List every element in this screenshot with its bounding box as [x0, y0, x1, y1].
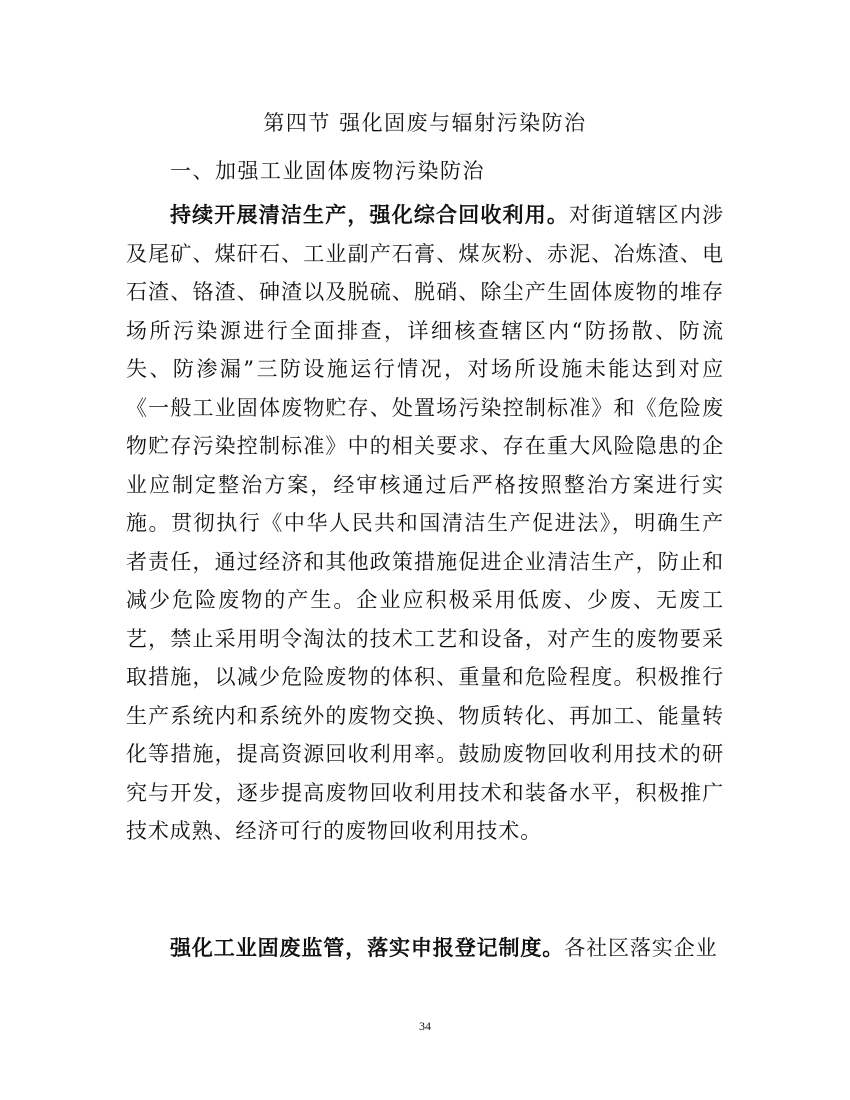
paragraph	[126, 196, 724, 851]
paragraph	[126, 929, 724, 968]
paragraph-lead: 强化工业固废监管，落实申报登记制度。	[170, 935, 565, 960]
paragraph-body: 对街道辖区内涉及尾矿、煤矸石、工业副产石膏、煤灰粉、赤泥、冶炼渣、电石渣、铬渣、砷渣以及脱硫、脱硝、除尘产生固体废物的堆存场所污染源进行全面排查，详细核查辖区内“防扬散、防流失、防渗漏”三防设施运行情况，对场所设施未能达到对应《一般工业固体废物贮存、处置场污染控制标准》和《危险废物贮存污染控制标准》中的相关要求、存在重大风险隐患的企业应制定整治方案，经审核通过后严格按照整治方案进行实施。贯彻执行《中华人民共和国清洁生产促进法》，明确生产者责任，通过经济和其他政策措施促进企业清洁生产，防止和减少危险废物的产生。企业应积极采用低废、少废、无废工艺，禁止采用明令淘汰的技术工艺和设备，对产生的废物要采取措施，以减少危险废物的体积、重量和危险程度。积极推行生产系统内和系统外的废物交换、物质转化、再加工、能量转化等措施，提高资源回收利用率。鼓励废物回收利用技术的研究与开发，逐步提高废物回收利用技术和装备水平，积极推广技术成熟、经济可行的废物回收利用技术。	[126, 203, 724, 843]
paragraph-body: 各社区落实企业	[564, 936, 718, 960]
section-title: 第四节 强化固废与辐射污染防治	[263, 111, 587, 135]
paragraph-lead: 持续开展清洁生产，强化综合回收利用。	[170, 202, 570, 227]
page-number: 34	[419, 1019, 431, 1033]
sub-heading: 一、加强工业固体废物污染防治	[170, 159, 485, 183]
